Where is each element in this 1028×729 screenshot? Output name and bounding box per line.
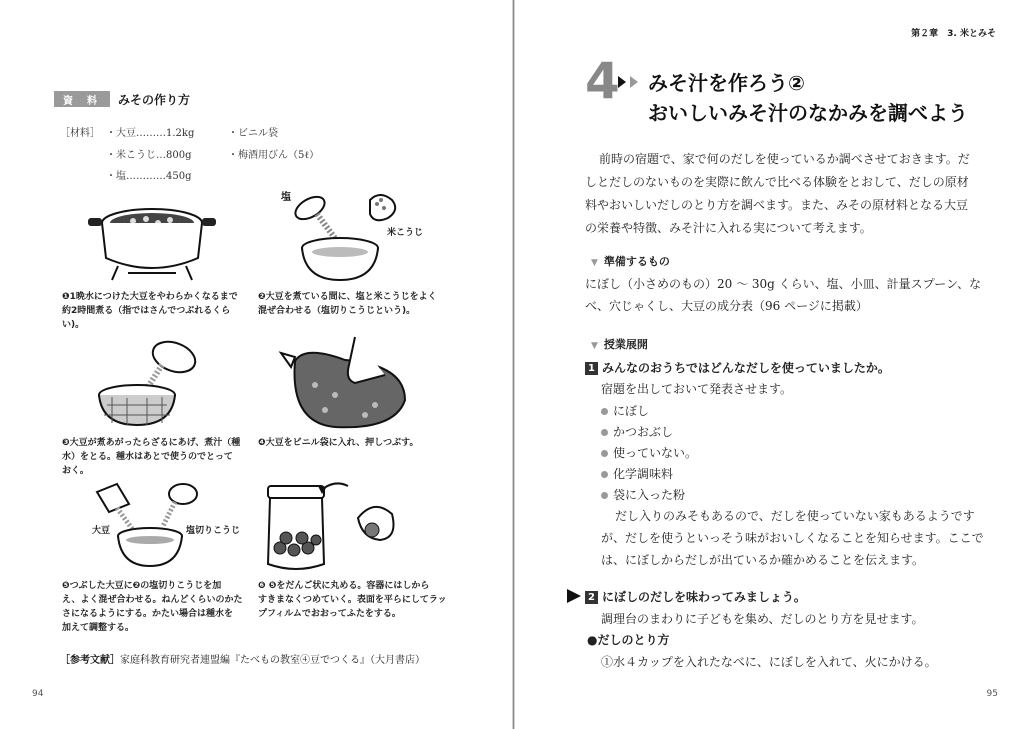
q1-after-line: だし入りのみそもあるので、だしを使っていない家もあるようです <box>615 509 975 523</box>
bullet-text: にぼし <box>613 404 650 418</box>
prep-heading <box>591 253 670 269</box>
caption-line: プフィルムでおおってふたをする。 <box>258 609 401 619</box>
bullet-dot <box>601 429 608 436</box>
bullet-item <box>601 486 685 503</box>
right-page <box>515 0 1028 729</box>
mixing-salt-koji-illustration <box>285 190 425 285</box>
caption-line: すきまなくつめていく。表面を平らにしてラッ <box>258 595 447 605</box>
page-number-right: 95 <box>986 689 998 699</box>
bullet-dot <box>601 450 608 457</box>
caption-line: え、よく混ぜ合わせる。ねんどくらいのかた <box>62 595 243 605</box>
salt-label: 塩 <box>281 192 291 203</box>
pot-boiling-illustration <box>88 188 218 283</box>
caption-line: 混ぜ合わせる（塩切りこうじという)。 <box>258 306 416 316</box>
caption-line: ❺つぶした大豆に❷の塩切りこうじを加 <box>62 581 222 591</box>
q1-after-line: が、だしを使うといっそう味がおいしくなることを知らせます。ここで <box>601 531 984 545</box>
arrow-right-icon <box>567 589 581 603</box>
bullet-item <box>601 402 649 419</box>
bullet-text: 使っていない。 <box>613 446 698 460</box>
caption-line: おく。 <box>62 466 89 476</box>
page-number-left: 94 <box>32 689 44 699</box>
bullet-text: 袋に入った粉 <box>613 488 686 502</box>
lesson-heading <box>591 336 648 352</box>
intro-line: の栄養や特徴、みそ汁に入れる実について考えます。 <box>585 221 872 235</box>
step-caption-3 <box>62 436 240 478</box>
question-2-note: 調理台のまわりに子どもを集め、だしのとり方を見せます。 <box>601 612 924 626</box>
bullet-item <box>601 465 673 482</box>
material-item: ・塩…………450g <box>106 171 192 182</box>
resource-label-char: 料 <box>87 96 97 107</box>
caption-line: ❶1晩水につけた大豆をやわらかくなるまで <box>62 292 238 302</box>
bullet-dot <box>601 492 608 499</box>
bullet-dot <box>601 471 608 478</box>
dashi-step-1: ①水４カップを入れたなべに、にぼしを入れて、火にかける。 <box>601 655 937 669</box>
step-caption-1 <box>62 290 238 332</box>
resource-label-char: 資 <box>63 96 73 107</box>
draining-beans-illustration <box>92 335 222 435</box>
bullet-text: かつおぶし <box>613 425 674 439</box>
triangle-down-icon: ▼ <box>591 258 598 268</box>
caption-line: い)。 <box>62 320 85 330</box>
bullet-item <box>601 423 673 440</box>
caption-line: ❷大豆を煮ている間に、塩と米こうじをよく <box>258 292 437 302</box>
recipe-title: みその作り方 <box>118 93 191 107</box>
lesson-heading-text: 授業展開 <box>603 338 648 351</box>
reference-label: ［参考文献］ <box>60 655 120 666</box>
page-title-line2: おいしいみそ汁のなかみを調べよう <box>648 101 968 125</box>
caption-line: ❹大豆をビニル袋に入れ、押しつぶす。 <box>258 438 419 448</box>
caption-line: さになるようにする。かたい場合は種水を <box>62 609 234 619</box>
material-item: ・ビニル袋 <box>228 128 278 139</box>
dashi-subheading: ●だしのとり方 <box>587 633 670 647</box>
material-item: ・米こうじ…800g <box>106 150 192 161</box>
caption-line: 水）をとる。種水はあとで使うのでとって <box>62 452 233 462</box>
section-arrow-icon <box>618 76 642 88</box>
question-number: 2 <box>585 591 598 604</box>
intro-line: しとだしのないものを実際に飲んで比べる体験をとおして、だしの原材 <box>585 175 969 189</box>
bullet-item <box>601 444 697 461</box>
q1-after-line: は、にぼしからだしが出ているか確かめることを伝えます。 <box>601 553 925 567</box>
triangle-down-icon: ▼ <box>591 341 598 351</box>
prep-line: にぼし（小さめのもの）20 ～ 30g くらい、塩、小皿、計量スプーン、な <box>585 277 982 291</box>
caption-line: ❻ ❺をだんご状に丸める。容器にはしから <box>258 581 430 591</box>
question-1-note: 宿題を出しておいて発表させます。 <box>601 382 793 396</box>
question-number: 1 <box>585 362 598 375</box>
page-title-line1: みそ汁を作ろう② <box>648 71 805 95</box>
question-2 <box>585 588 806 605</box>
step-caption-2 <box>258 290 437 318</box>
bullet-text: 化学調味料 <box>613 467 674 481</box>
mixing-beans-koji-illustration <box>95 478 235 573</box>
chapter-header: 第２章 3. 米とみそ <box>911 29 996 39</box>
caption-line: 約2時間煮る（指ではさんでつぶれるくら <box>62 306 231 316</box>
gutter-line <box>513 0 514 729</box>
resource-label-box <box>54 91 110 107</box>
koji-label: 米こうじ <box>387 228 424 238</box>
question-1 <box>585 359 890 376</box>
step-caption-6 <box>258 579 447 621</box>
question-text: みんなのおうちではどんなだしを使っていましたか。 <box>602 361 890 375</box>
prep-heading-text: 準備するもの <box>603 255 670 268</box>
question-text: にぼしのだしを味わってみましょう。 <box>602 590 806 604</box>
step-caption-4 <box>258 436 418 450</box>
intro-line: 料やおいしいだしのとり方を調べます。また、みその原材料となる大豆 <box>585 198 969 212</box>
prep-line: べ、穴じゃくし、大豆の成分表（96 ページに掲載） <box>585 299 868 313</box>
material-item: ・梅酒用びん（5ℓ） <box>228 150 320 161</box>
material-item: ・大豆………1.2kg <box>106 128 195 139</box>
reference-text: 家庭科教育研究者連盟編『たべもの教室④豆でつくる』（大月書店） <box>120 655 425 666</box>
reference-line <box>60 651 425 666</box>
salt-koji-label: 塩切りこうじ <box>186 526 241 536</box>
materials-label: ［材料］ <box>60 128 100 139</box>
step-caption-5 <box>62 579 243 635</box>
caption-line: 加えて調整する。 <box>62 623 135 633</box>
caption-line: ❸大豆が煮あがったらざるにあげ、煮汁（種 <box>62 438 241 448</box>
crushing-beans-illustration <box>275 335 415 435</box>
bullet-dot <box>601 408 608 415</box>
left-page <box>0 0 513 729</box>
section-number: 4 <box>585 52 618 110</box>
soybean-label: 大豆 <box>92 526 111 536</box>
jar-packing-illustration <box>262 478 412 578</box>
intro-line: 前時の宿題で、家で何のだしを使っているか調べさせておきます。だ <box>599 152 970 166</box>
